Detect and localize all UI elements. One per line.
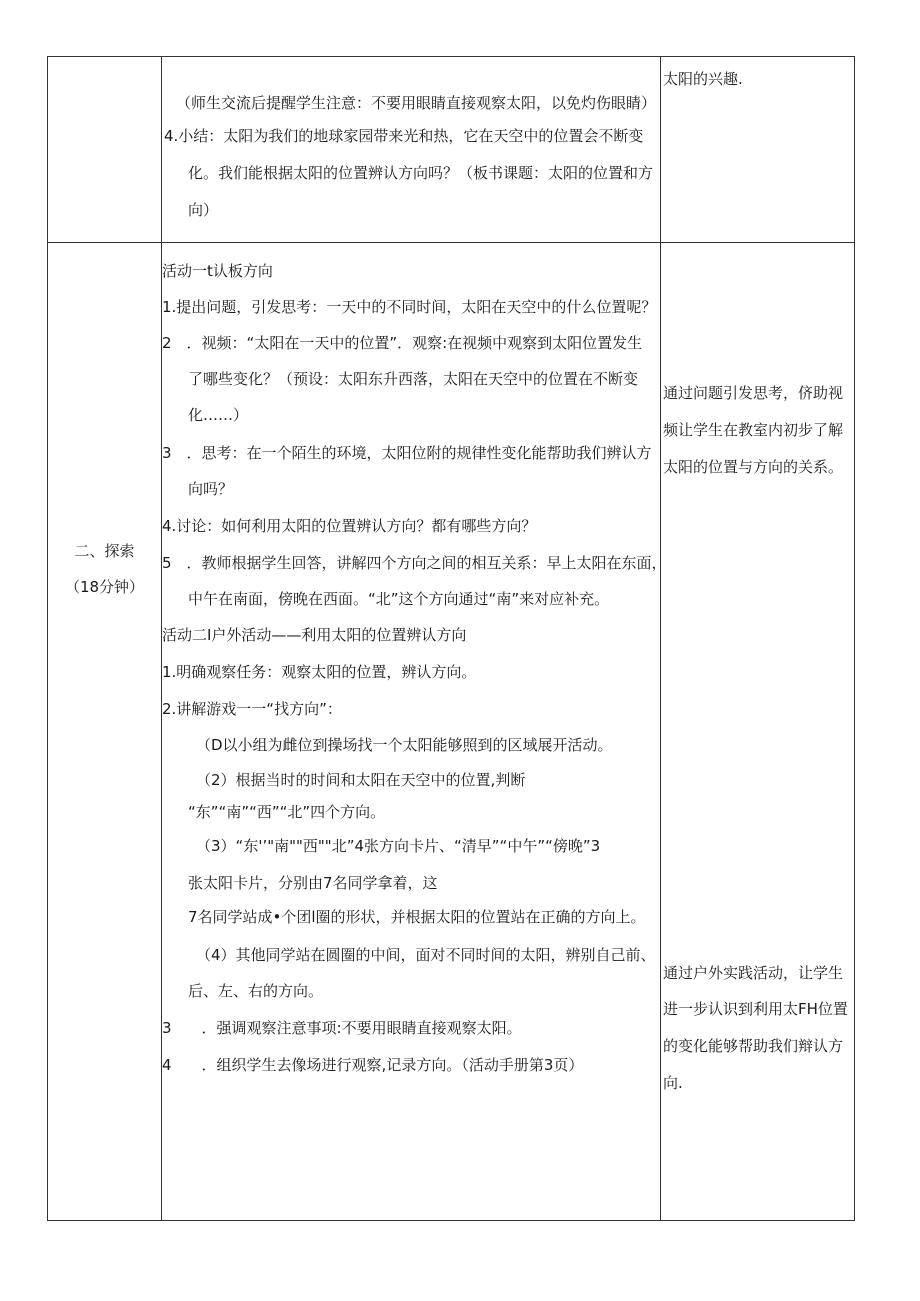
- purpose-cell: [661, 57, 855, 243]
- content-line: 3 ．强调观察注意事项:不要用眼睛直接观察太阳。: [162, 1019, 522, 1037]
- content-line: 向吗？: [188, 480, 234, 498]
- table-row: [48, 57, 855, 243]
- content-line: 张太阳卡片，分别由7名同学拿着，这: [188, 874, 438, 892]
- purpose-line: 的变化能够帮助我们辩认方: [663, 1037, 844, 1055]
- content-line: 了哪些变化？（预设：太阳东升西落，太阳在天空中的位置在不断变: [188, 370, 639, 388]
- stage-time: （18分钟）: [64, 578, 145, 596]
- content-line: “东”“南”“西”“北”四个方向。: [188, 803, 386, 821]
- content-line: （2）根据当时的时间和太阳在天空中的位置,判断: [196, 771, 526, 789]
- content-line: 5 ．教师根据学生回答，讲解四个方向之间的相互关系：早上太阳在东面，: [162, 554, 667, 572]
- activity-title: 活动一t认板方向: [162, 262, 273, 280]
- purpose-line: 频让学生在教室内初步了解: [663, 421, 844, 439]
- content-line: （4）其他同学站在圆圈的中间，面对不同时间的太阳，辨别自己前、: [196, 946, 656, 964]
- stage-cell: [48, 57, 162, 243]
- purpose-cell: [661, 243, 855, 1221]
- purpose-line: 太阳的兴趣.: [663, 70, 743, 88]
- content-line: 2 ．视频：“太阳在一天中的位置”．观察:在视频中观察到太阳位置发生: [162, 334, 643, 352]
- purpose-line: 进一步认识到利用太FH位置: [663, 1000, 848, 1018]
- content-cell: [162, 57, 661, 243]
- table-row: [48, 243, 855, 1221]
- content-line: 4.讨论：如何利用太阳的位置辨认方向？都有哪些方向？: [162, 517, 537, 535]
- purpose-line: 通过问题引发思考，侪助视: [663, 384, 844, 402]
- content-line: 后、左、右的方向。: [188, 982, 324, 1000]
- content-line: 中午在南面，傍晚在西面。“北”这个方向通过“南”来对应补充。: [188, 590, 610, 608]
- content-line: 4 ．组织学生去像场进行观察,记录方向。（活动手册第3页）: [162, 1056, 584, 1074]
- content-line: （3）“东'’"南""西""北”4张方向卡片、“清早”“中午”“傍晚”3: [196, 837, 601, 855]
- lesson-plan-table: [47, 56, 855, 1221]
- content-line: 向）: [188, 201, 219, 219]
- content-line: 3 ．思考：在一个陌生的环境，太阳位附的规律性变化能帮助我们辨认方: [162, 444, 652, 462]
- activity-title: 活动二I户外活动——利用太阳的位置辨认方向: [162, 626, 467, 644]
- stage-cell: [48, 243, 162, 1221]
- content-cell: [162, 243, 667, 1221]
- content-line: 4.小结：太阳为我们的地球家园带来光和热，它在天空中的位置会不断变: [164, 127, 644, 145]
- purpose-line: 通过户外实践活动，让学生: [663, 964, 844, 982]
- content-line: （D以小组为雌位到操场找一个太阳能够照到的区域展开活动。: [196, 736, 613, 754]
- content-line: 化……）: [188, 406, 249, 424]
- content-line: 7名同学站成•个团l圈的形状，并根据太阳的位置站在正确的方向上。: [188, 908, 646, 926]
- purpose-line: 向.: [663, 1074, 683, 1092]
- content-line: 1.明确观察任务：观察太阳的位置，辨认方向。: [162, 663, 477, 681]
- purpose-line: 太阳的位置与方向的关系。: [663, 458, 844, 476]
- content-line: 1.提出问题，引发思考：一天中的不同时间，太阳在天空中的什么位置呢？: [162, 298, 657, 316]
- content-line: 2.讲解游戏一一“找方向”：: [162, 700, 342, 718]
- stage-title: 二、探索: [74, 542, 135, 560]
- content-line: （师生交流后提醒学生注意：不要用眼睛直接观察太阳，以免灼伤眼睛）: [176, 94, 657, 112]
- content-line: 化。我们能根据太阳的位置辨认方向吗？（板书课题：太阳的位置和方: [188, 164, 654, 182]
